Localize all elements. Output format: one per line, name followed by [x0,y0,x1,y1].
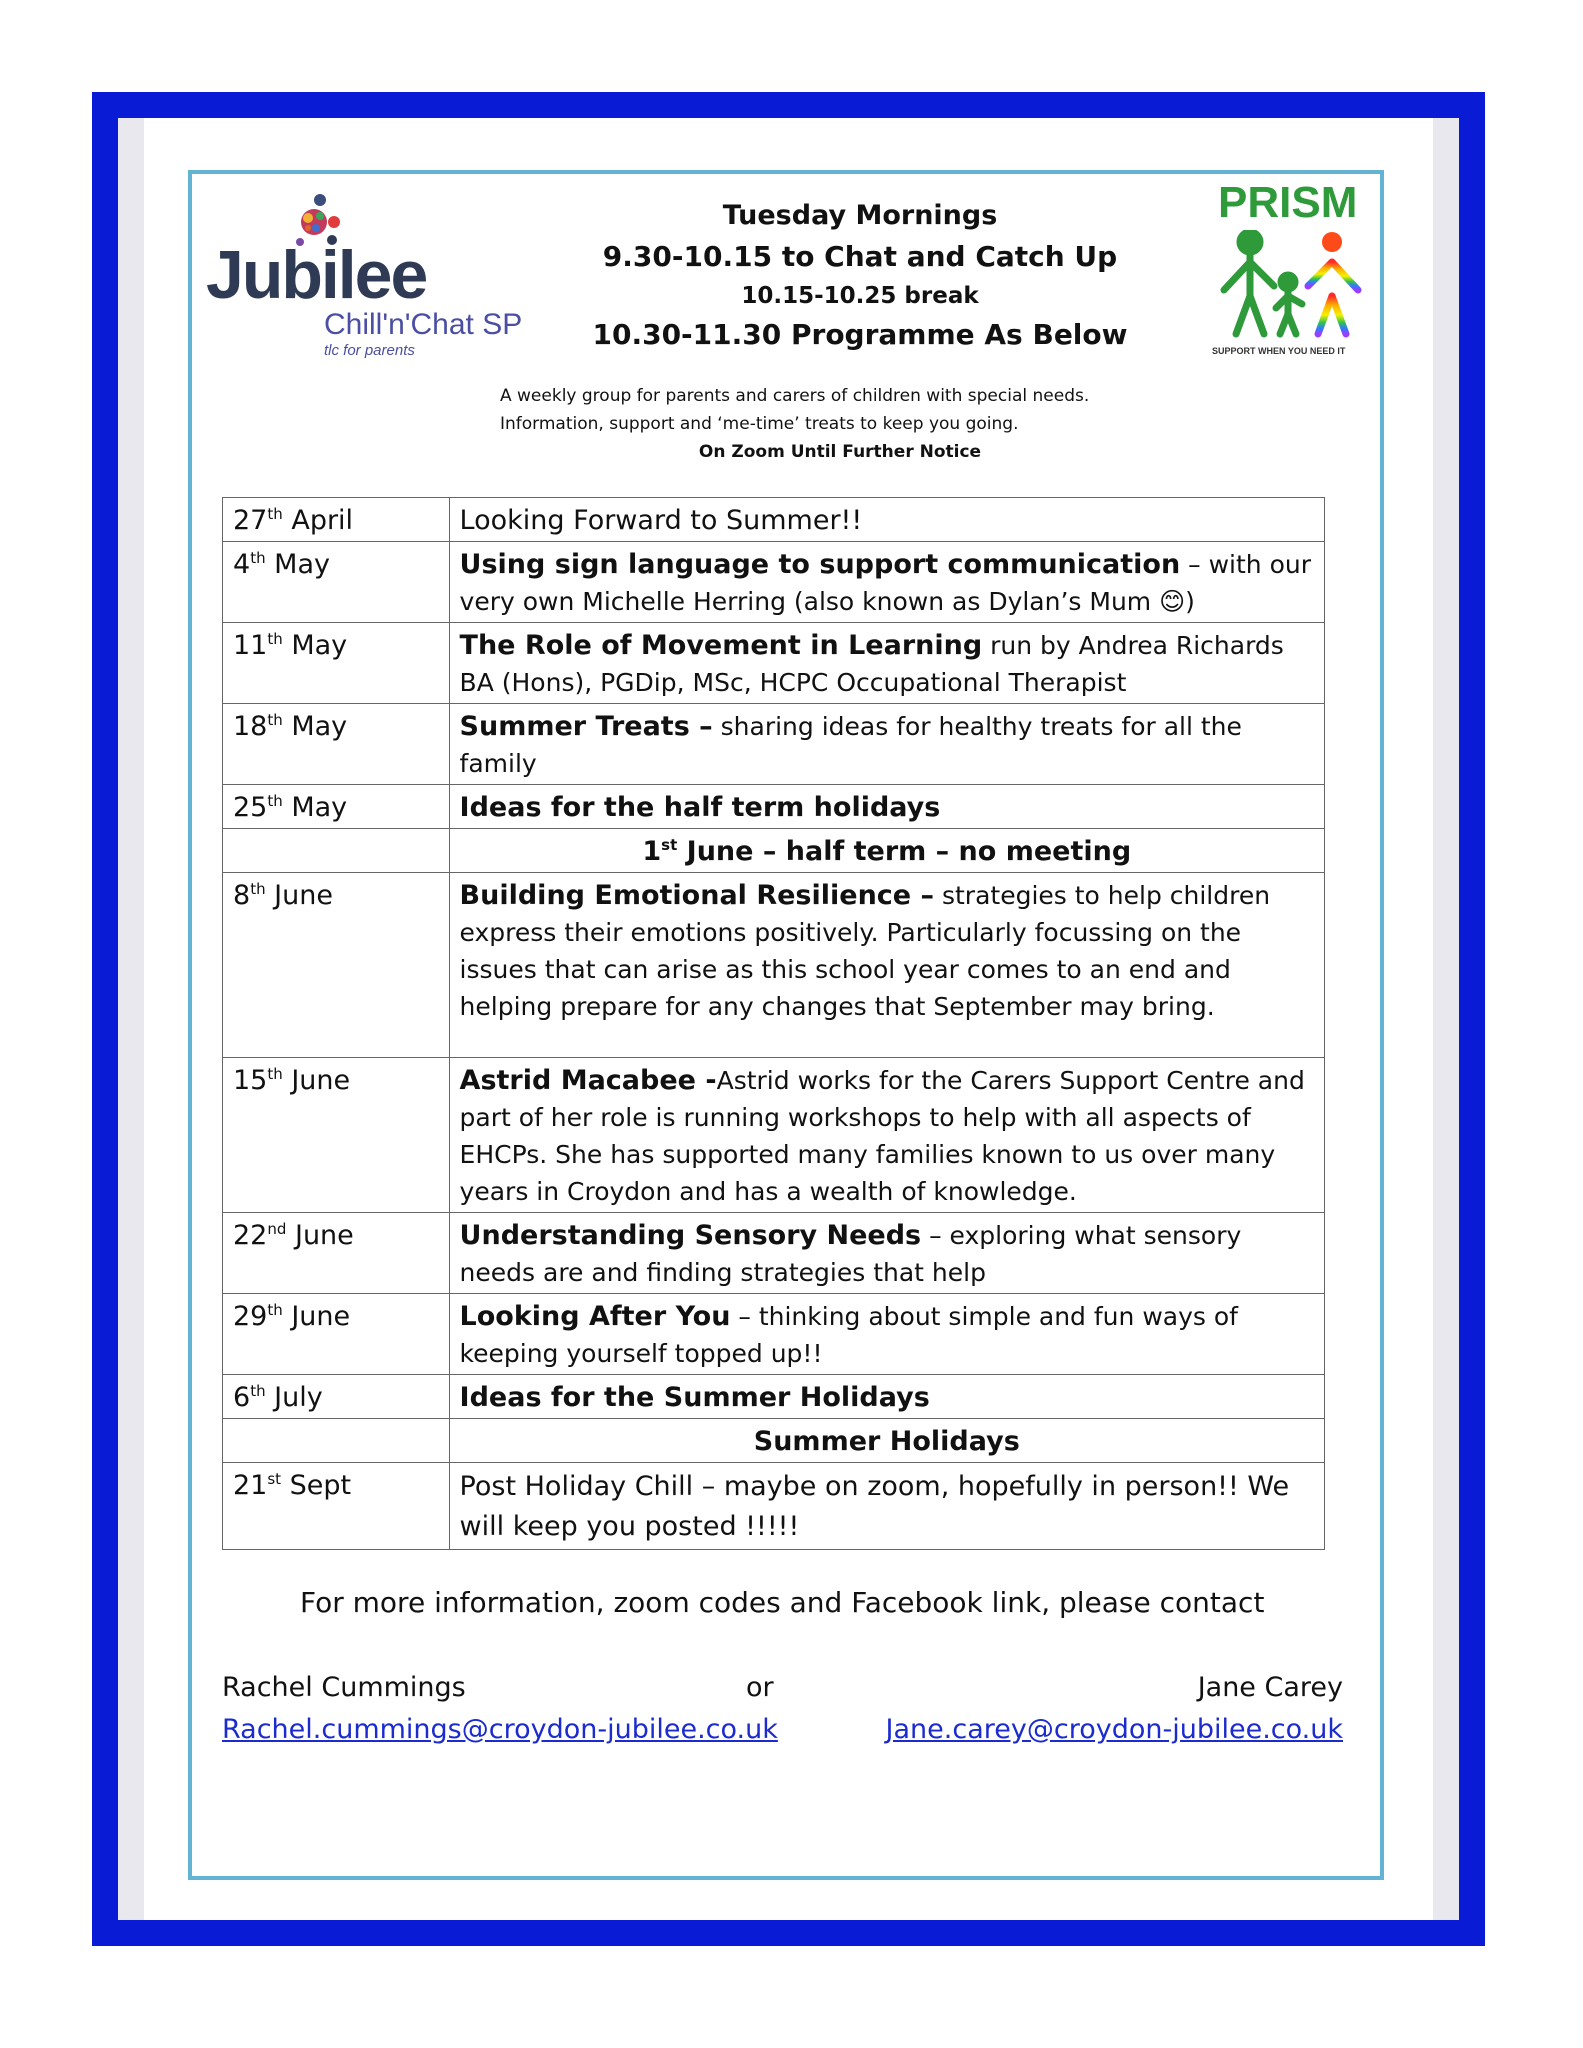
date-cell [223,1294,450,1375]
event-cell [449,704,1324,785]
table-row [223,498,1325,542]
table-row [223,1058,1325,1213]
date-suffix: nd [267,1220,287,1238]
event-center-suffix: st [661,836,678,854]
event-title: Using sign language to support communication [459,549,1181,580]
date-day: 27 [233,505,268,536]
event-center-text: June – half term – no meeting [677,836,1132,867]
date-suffix: th [250,1382,266,1400]
event-desc: – with our very own Michelle Herring (also known as Dylan’s Mum 😊) [459,550,1311,616]
table-row [223,542,1325,623]
date-day: 22 [233,1220,268,1251]
date-day: 8 [233,880,251,911]
date-month: June [274,880,333,911]
date-suffix: th [267,1301,283,1319]
event-cell [449,1375,1324,1419]
date-day: 11 [233,630,268,661]
event-cell [449,785,1324,829]
date-day: 25 [233,792,268,823]
jubilee-logo-subtitle: Chill'n'Chat SP [324,308,523,341]
date-month: June [294,1220,354,1251]
event-desc: run by Andrea Richards BA (Hons), PGDip, MSc, HCPC Occupational Therapist [459,631,1284,697]
prism-logo [1212,176,1372,362]
event-title: Ideas for the half term holidays [459,792,941,823]
event-desc: sharing ideas for healthy treats for all the family [459,712,1242,778]
date-suffix: th [250,880,266,898]
event-cell [449,498,1324,542]
event-desc: Looking Forward to Summer!! [459,505,863,536]
prism-logo-tagline: SUPPORT WHEN YOU NEED IT [1212,346,1346,356]
contact-info-line: For more information, zoom codes and Facebook link, please contact [300,1586,1265,1619]
event-cell [449,1294,1324,1375]
date-day: 29 [233,1301,268,1332]
date-month: Sept [289,1470,352,1501]
date-cell [223,498,450,542]
date-month: June [291,1301,351,1332]
event-title: Ideas for the Summer Holidays [459,1382,930,1413]
table-row [223,785,1325,829]
event-title: Summer Treats – [459,711,713,742]
date-month: July [274,1382,323,1413]
date-cell [223,873,450,1058]
header-line-1: Tuesday Mornings [722,200,998,231]
family-figures-icon [1216,230,1366,340]
table-row [223,829,1325,873]
date-suffix: th [267,1065,283,1083]
table-row [223,1213,1325,1294]
header-line-3: 10.15-10.25 break [741,283,979,309]
event-title: Looking After You [459,1301,731,1332]
date-cell [223,1375,450,1419]
jubilee-logo-name: Jubilee [206,237,427,313]
event-cell [449,1419,1324,1463]
date-month: June [291,1065,351,1096]
jubilee-logo [206,196,526,366]
date-suffix: st [267,1470,282,1488]
date-day: 18 [233,711,268,742]
schedule-table [222,497,1325,1550]
event-desc: – exploring what sensory needs are and finding strategies that help [459,1221,1242,1287]
table-row [223,873,1325,1058]
date-cell [223,1213,450,1294]
date-cell [223,1419,450,1463]
table-row [223,623,1325,704]
contact-2-email-link[interactable]: Jane.carey@croydon-jubilee.co.uk [885,1714,1343,1745]
date-cell [223,623,450,704]
date-month: April [291,505,354,536]
event-title: The Role of Movement in Learning [459,630,983,661]
header [560,196,1160,356]
date-cell [223,829,450,873]
event-cell [449,1213,1324,1294]
event-cell [449,623,1324,704]
date-month: May [291,630,348,661]
date-month: May [274,549,330,580]
event-cell [449,829,1324,873]
event-cell [449,1463,1324,1550]
table-row [223,1463,1325,1550]
table-row [223,1419,1325,1463]
contact-1-name: Rachel Cummings [222,1672,466,1703]
event-desc: Astrid works for the Carers Support Centre and part of her role is running workshops to help with all aspects of EHCPs. She has supported many families known to us over many years in Croydon and has a wealth of knowledge. [459,1066,1305,1206]
date-day: 6 [233,1382,251,1413]
event-cell [449,1058,1324,1213]
contact-1-email-link[interactable]: Rachel.cummings@croydon-jubilee.co.uk [222,1714,778,1745]
date-suffix: th [267,505,283,523]
header-line-2: 9.30-10.15 to Chat and Catch Up [602,240,1118,273]
table-row [223,704,1325,785]
date-cell [223,785,450,829]
date-suffix: th [267,711,283,729]
event-title: Building Emotional Resilience – [459,880,935,911]
contact-or: or [746,1672,774,1703]
contact-2-name: Jane Carey [1197,1672,1343,1703]
prism-logo-name: PRISM [1218,178,1358,227]
intro-line-1: A weekly group for parents and carers of children with special needs. [500,386,1090,406]
event-cell [449,873,1324,1058]
intro-line-3: On Zoom Until Further Notice [698,442,982,462]
date-suffix: th [250,549,266,567]
event-desc: – thinking about simple and fun ways of keeping yourself topped up!! [459,1302,1238,1368]
date-cell [223,704,450,785]
date-day: 15 [233,1065,268,1096]
intro-line-2: Information, support and ‘me-time’ treats to keep you going. [500,414,1019,434]
intro [500,382,1220,466]
date-suffix: th [267,630,283,648]
event-center-day: 1 [642,836,662,867]
table-row [223,1375,1325,1419]
date-cell [223,1463,450,1550]
event-cell [449,542,1324,623]
date-cell [223,1058,450,1213]
date-day: 21 [233,1470,268,1501]
jubilee-logo-tagline: tlc for parents [324,342,415,359]
header-line-4: 10.30-11.30 Programme As Below [592,318,1128,351]
date-day: 4 [233,549,251,580]
date-month: May [291,792,348,823]
table-row [223,1294,1325,1375]
event-desc: strategies to help children express their emotions positively. Particularly focussing on the issues that can arise as this school year comes to an end and helping prepare for any changes that September may bring. [459,881,1271,1021]
event-title: Understanding Sensory Needs [459,1220,922,1251]
event-title: Astrid Macabee - [459,1065,717,1096]
date-month: May [291,711,348,742]
date-cell [223,542,450,623]
event-desc: Post Holiday Chill – maybe on zoom, hopefully in person!! We will keep you posted !!!!! [459,1471,1290,1542]
event-center-text: Summer Holidays [753,1426,1020,1457]
date-suffix: th [267,792,283,810]
